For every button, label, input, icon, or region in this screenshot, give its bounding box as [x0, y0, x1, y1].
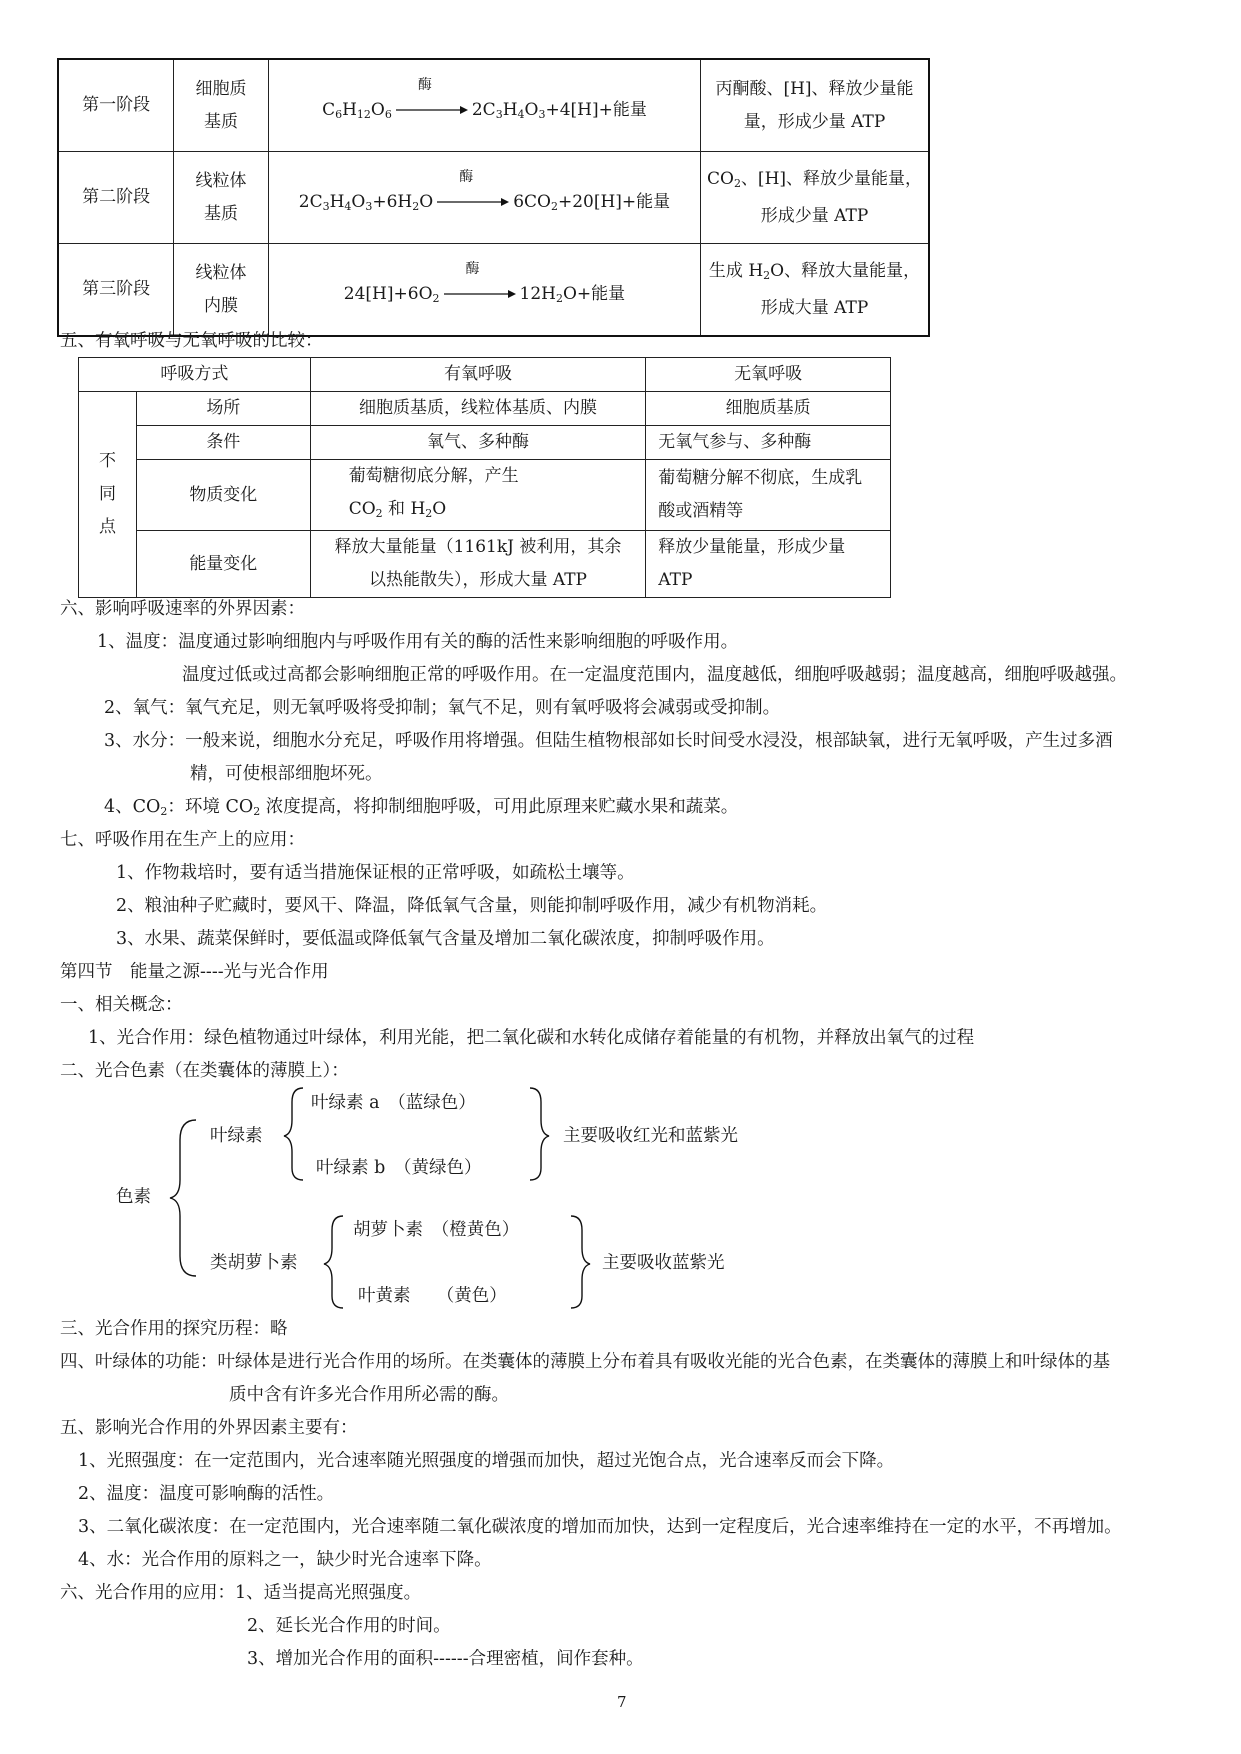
- chlorophyll-label: 叶绿素: [210, 1126, 263, 1146]
- paragraph: 精，可使根部细胞坏死。: [190, 764, 383, 784]
- group-label: 不 同 点: [79, 392, 137, 598]
- carotene: 胡萝卜素 （橙黄色）: [353, 1220, 520, 1240]
- stage-equation: $C_6H_{12}O_6$ 酶 $2C_3H_4O_3+4[H]+$能量: [268, 59, 700, 152]
- row-item: 场所: [136, 392, 310, 426]
- section-heading: 二、光合色素（在类囊体的薄膜上）：: [60, 1061, 349, 1081]
- aerobic-cell: 葡萄糖彻底分解，产生 $CO_2$ 和 $H_2O$: [310, 460, 646, 531]
- row-item: 能量变化: [136, 531, 310, 598]
- paragraph: 1、温度：温度通过影响细胞内与呼吸作用有关的酶的活性来影响细胞的呼吸作用。: [97, 632, 739, 652]
- paragraph: 4、$CO_2$：环境 $CO_2$ 浓度提高，将抑制细胞呼吸，可用此原理来贮藏水果和蔬菜。: [104, 797, 739, 818]
- paragraph: 质中含有许多光合作用所必需的酶。: [229, 1385, 509, 1405]
- anaerobic-cell: 葡萄糖分解不彻底，生成乳 酸或酒精等: [646, 460, 891, 531]
- table-header: 无氧呼吸: [646, 358, 891, 392]
- section-heading: 三、光合作用的探究历程：略: [60, 1319, 288, 1339]
- chlorophyll-b: 叶绿素 b （黄绿色）: [316, 1158, 482, 1178]
- section-heading: 五、有氧呼吸与无氧呼吸的比较：: [60, 331, 323, 351]
- chlorophyll-a: 叶绿素 a （蓝绿色）: [311, 1093, 476, 1113]
- anaerobic-cell: 释放少量能量，形成少量 ATP: [646, 531, 891, 598]
- row-item: 条件: [136, 426, 310, 460]
- anaerobic-cell: 细胞质基质: [646, 392, 891, 426]
- stage-site: 线粒体 内膜: [174, 244, 269, 337]
- aerobic-cell: 细胞质基质，线粒体基质、内膜: [310, 392, 646, 426]
- pigment-root: 色素: [116, 1187, 151, 1207]
- paragraph: 4、水：光合作用的原料之一，缺少时光合速率下降。: [78, 1550, 492, 1570]
- anaerobic-cell: 无氧气参与、多种酶: [646, 426, 891, 460]
- paragraph: 1、作物栽培时，要有适当措施保证根的正常呼吸，如疏松土壤等。: [116, 863, 635, 883]
- stage-name: 第二阶段: [58, 152, 174, 244]
- section-heading: 五、影响光合作用的外界因素主要有：: [60, 1418, 358, 1438]
- paragraph: 2、延长光合作用的时间。: [247, 1616, 451, 1636]
- section-heading: 一、相关概念：: [60, 995, 183, 1015]
- paragraph: 3、增加光合作用的面积------合理密植，间作套种。: [247, 1649, 644, 1669]
- paragraph: 3、二氧化碳浓度：在一定范围内，光合速率随二氧化碳浓度的增加而加快，达到一定程度后，光合速率维持在一定的水平，不再增加。: [78, 1517, 1122, 1537]
- stage-result: $CO_2$、[H]、释放少量能量， 形成少量 ATP: [701, 152, 929, 244]
- paragraph: 温度过低或过高都会影响细胞正常的呼吸作用。在一定温度范围内，温度越低，细胞呼吸越弱；温度越高，细胞呼吸越强。: [182, 665, 1127, 685]
- row-item: 物质变化: [136, 460, 310, 531]
- stage-name: 第三阶段: [58, 244, 174, 337]
- paragraph: 3、水果、蔬菜保鲜时，要低温或降低氧气含量及增加二氧化碳浓度，抑制呼吸作用。: [116, 929, 775, 949]
- stage-equation: $2C_3H_4O_3+6H_2O$ 酶 $6CO_2+20[H]+$能量: [268, 152, 700, 244]
- section-heading: 六、影响呼吸速率的外界因素：: [60, 599, 305, 619]
- carotenoid-label: 类胡萝卜素: [210, 1253, 298, 1273]
- aerobic-cell: 氧气、多种酶: [310, 426, 646, 460]
- carotenoid-note: 主要吸收蓝紫光: [602, 1253, 725, 1273]
- section-title: 第四节 能量之源----光与光合作用: [60, 962, 329, 982]
- paragraph: 四、叶绿体的功能：叶绿体是进行光合作用的场所。在类囊体的薄膜上分布着具有吸收光能的光合色素，在类囊体的薄膜上和叶绿体的基: [60, 1352, 1110, 1372]
- table-header: 呼吸方式: [79, 358, 311, 392]
- stage-result: 丙酮酸、[H]、释放少量能 量，形成少量 ATP: [701, 59, 929, 152]
- page-number: 7: [617, 1693, 627, 1711]
- stage-name: 第一阶段: [58, 59, 174, 152]
- paragraph: 1、光照强度：在一定范围内，光合速率随光照强度的增强而加快，超过光饱合点，光合速率反而会下降。: [78, 1451, 895, 1471]
- section-heading: 六、光合作用的应用：1、适当提高光照强度。: [60, 1583, 422, 1603]
- table-header: 有氧呼吸: [310, 358, 646, 392]
- paragraph: 2、粮油种子贮藏时，要风干、降温，降低氧气含量，则能抑制呼吸作用，减少有机物消耗。: [116, 896, 828, 916]
- xanthophyll: 叶黄素 （黄色）: [358, 1286, 507, 1306]
- stage-result: 生成 $H_2O$、释放大量能量， 形成大量 ATP: [701, 244, 929, 337]
- aerobic-cell: 释放大量能量（1161kJ 被利用，其余 以热能散失），形成大量 ATP: [310, 531, 646, 598]
- paragraph: 2、氧气：氧气充足，则无氧呼吸将受抑制；氧气不足，则有氧呼吸将会减弱或受抑制。: [104, 698, 781, 718]
- chlorophyll-note: 主要吸收红光和蓝紫光: [563, 1126, 738, 1146]
- stage-equation: $24[H]+6O_2$ 酶 $12H_2O+$能量: [268, 244, 700, 337]
- stage-site: 线粒体 基质: [174, 152, 269, 244]
- stage-site: 细胞质 基质: [174, 59, 269, 152]
- paragraph: 1、光合作用：绿色植物通过叶绿体，利用光能，把二氧化碳和水转化成储存着能量的有机物，并释放出氧气的过程: [88, 1028, 975, 1048]
- paragraph: 3、水分：一般来说，细胞水分充足，呼吸作用将增强。但陆生植物根部如长时间受水浸没，根部缺氧，进行无氧呼吸，产生过多酒: [104, 731, 1113, 751]
- section-heading: 七、呼吸作用在生产上的应用：: [60, 830, 305, 850]
- paragraph: 2、温度：温度可影响酶的活性。: [78, 1484, 335, 1504]
